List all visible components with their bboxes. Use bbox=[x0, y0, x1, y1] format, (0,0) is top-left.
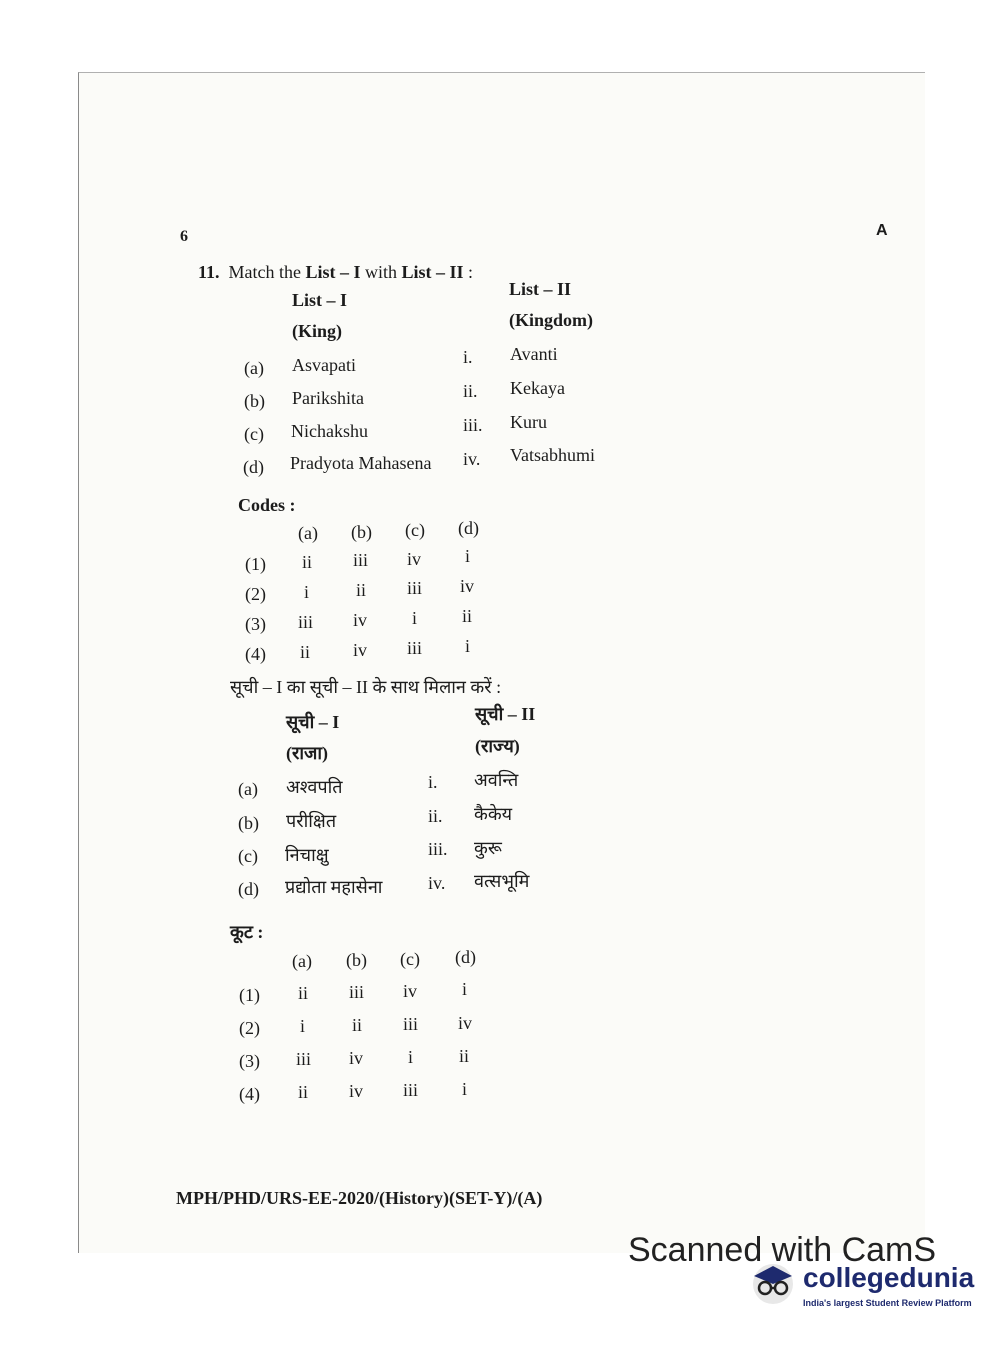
code-value: iii bbox=[296, 1049, 312, 1069]
code-value: iii bbox=[353, 550, 369, 570]
codes-header: (d) bbox=[455, 947, 476, 967]
code-value: iv bbox=[403, 981, 418, 1001]
kingdom-name: कैकेय bbox=[474, 804, 513, 824]
code-option-label: (4) bbox=[239, 1084, 260, 1104]
kingdom-name: Avanti bbox=[510, 344, 558, 364]
row-numeral: i. bbox=[428, 772, 438, 792]
kingdom-name: अवन्ति bbox=[474, 770, 519, 790]
hindi-list1-subtitle: (राजा) bbox=[286, 743, 329, 763]
king-name: Asvapati bbox=[292, 355, 356, 375]
code-option-label: (2) bbox=[239, 1018, 260, 1038]
page-number: 6 bbox=[180, 228, 188, 245]
row-numeral: ii. bbox=[428, 806, 443, 826]
kingdom-name: कुरू bbox=[474, 838, 502, 858]
row-label: (c) bbox=[238, 846, 258, 866]
collegedunia-tagline: India's largest Student Review Platform bbox=[803, 1298, 972, 1308]
row-label: (a) bbox=[238, 779, 258, 799]
code-value: ii bbox=[352, 1015, 363, 1035]
row-numeral: iii. bbox=[428, 839, 448, 859]
code-value: i bbox=[304, 582, 310, 602]
code-option-label: (1) bbox=[239, 985, 260, 1005]
code-value: ii bbox=[298, 1082, 309, 1102]
set-letter: A bbox=[876, 222, 888, 239]
code-value: iii bbox=[349, 982, 365, 1002]
code-option-label: (3) bbox=[245, 614, 266, 634]
code-value: iv bbox=[458, 1013, 473, 1033]
king-name: परीक्षित bbox=[286, 811, 337, 831]
king-name: Parikshita bbox=[292, 388, 364, 408]
codes-header: (b) bbox=[346, 950, 367, 970]
row-label: (b) bbox=[244, 391, 265, 411]
list1-ref: List – I bbox=[305, 262, 361, 282]
hindi-list2-subtitle: (राज्य) bbox=[475, 736, 520, 756]
king-name: निचाक्षु bbox=[285, 845, 329, 865]
code-value: i bbox=[412, 608, 418, 628]
list1-subtitle: (King) bbox=[292, 321, 343, 341]
kingdom-name: वत्सभूमि bbox=[474, 871, 530, 891]
code-value: i bbox=[465, 636, 471, 656]
kingdom-name: Kekaya bbox=[510, 378, 565, 398]
exam-page bbox=[78, 72, 925, 1253]
collegedunia-brand: collegedunia bbox=[803, 1262, 975, 1293]
king-name: प्रद्योता महासेना bbox=[285, 877, 383, 897]
hindi-list2-title: सूची – II bbox=[475, 704, 536, 724]
row-label: (d) bbox=[238, 879, 259, 899]
code-value: i bbox=[462, 1079, 468, 1099]
code-value: ii bbox=[462, 606, 473, 626]
code-value: i bbox=[408, 1047, 414, 1067]
row-numeral: iii. bbox=[463, 415, 483, 435]
codes-title: Codes : bbox=[238, 495, 296, 515]
question-number: 11. bbox=[198, 262, 220, 282]
row-numeral: iv. bbox=[428, 873, 446, 893]
code-option-label: (1) bbox=[245, 554, 266, 574]
codes-header: (d) bbox=[458, 518, 479, 538]
code-value: ii bbox=[356, 580, 367, 600]
code-value: iii bbox=[407, 638, 423, 658]
codes-header: (c) bbox=[405, 520, 425, 540]
code-value: iv bbox=[407, 549, 422, 569]
code-option-label: (2) bbox=[245, 584, 266, 604]
code-option-label: (4) bbox=[245, 644, 266, 664]
kingdom-name: Kuru bbox=[510, 412, 547, 432]
king-name: Nichakshu bbox=[291, 421, 368, 441]
hindi-codes-title: कूट : bbox=[230, 922, 264, 942]
code-value: i bbox=[465, 546, 471, 566]
collegedunia-logo-icon bbox=[746, 1258, 800, 1308]
kingdom-name: Vatsabhumi bbox=[510, 445, 595, 465]
row-label: (d) bbox=[243, 457, 264, 477]
row-numeral: ii. bbox=[463, 381, 478, 401]
list2-title: List – II bbox=[509, 279, 572, 299]
scanner-watermark: Scanned with CamS bbox=[628, 1231, 937, 1262]
code-value: iv bbox=[349, 1048, 364, 1068]
code-value: ii bbox=[459, 1046, 470, 1066]
codes-header: (a) bbox=[298, 523, 318, 543]
code-value: ii bbox=[298, 983, 309, 1003]
king-name: Pradyota Mahasena bbox=[290, 453, 432, 473]
list1-title: List – I bbox=[292, 290, 348, 310]
code-value: i bbox=[300, 1016, 306, 1036]
paper-code-footer: MPH/PHD/URS-EE-2020/(History)(SET-Y)/(A) bbox=[176, 1188, 543, 1208]
code-value: iii bbox=[298, 612, 314, 632]
row-label: (a) bbox=[244, 358, 264, 378]
code-value: iv bbox=[353, 610, 368, 630]
king-name: अश्वपति bbox=[286, 777, 343, 797]
row-numeral: i. bbox=[463, 347, 473, 367]
codes-header: (c) bbox=[400, 949, 420, 969]
code-value: iii bbox=[407, 578, 423, 598]
question-prompt bbox=[198, 262, 473, 283]
prompt-mid: with bbox=[365, 262, 398, 282]
code-option-label: (3) bbox=[239, 1051, 260, 1071]
code-value: iv bbox=[460, 576, 475, 596]
row-label: (c) bbox=[244, 424, 264, 444]
code-value: ii bbox=[302, 552, 313, 572]
prompt-text: Match the bbox=[228, 262, 301, 282]
code-value: iv bbox=[349, 1081, 364, 1101]
row-label: (b) bbox=[238, 813, 259, 833]
hindi-list1-title: सूची – I bbox=[286, 712, 340, 732]
code-value: iii bbox=[403, 1014, 419, 1034]
codes-header: (a) bbox=[292, 951, 312, 971]
list2-ref: List – II bbox=[401, 262, 464, 282]
codes-header: (b) bbox=[351, 522, 372, 542]
code-value: ii bbox=[300, 642, 311, 662]
code-value: iii bbox=[403, 1080, 419, 1100]
prompt-colon: : bbox=[468, 262, 474, 282]
list2-subtitle: (Kingdom) bbox=[509, 310, 594, 330]
code-value: iv bbox=[353, 640, 368, 660]
hindi-prompt: सूची – I का सूची – II के साथ मिलान करें : bbox=[230, 677, 502, 697]
code-value: i bbox=[462, 979, 468, 999]
row-numeral: iv. bbox=[463, 449, 481, 469]
